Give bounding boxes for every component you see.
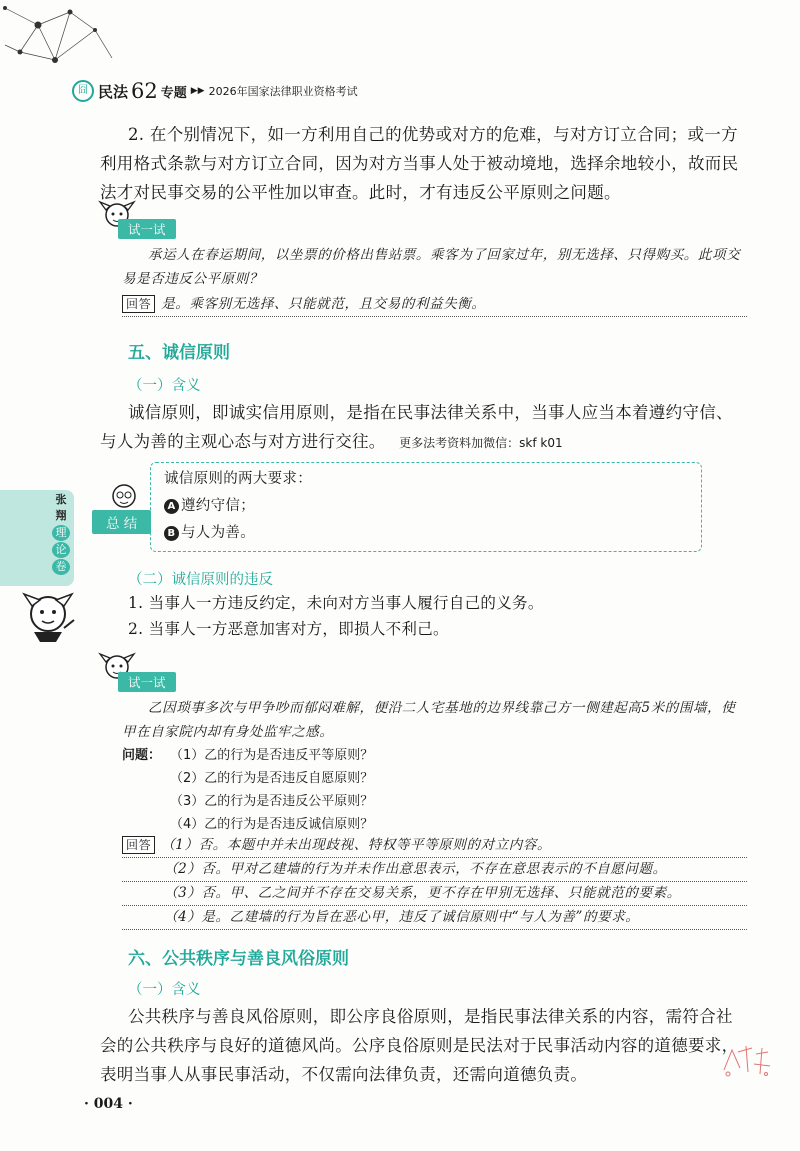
try-question: 承运人在春运期间，以坐票的价格出售站票。乘客为了回家过年，别无选择、只得购买。此项交易是否违反公平原则？ — [122, 247, 741, 287]
page-number: · 004 · — [84, 1096, 133, 1112]
try-badge: 试一试 — [118, 219, 176, 239]
book-title-suffix: 专题 — [160, 85, 187, 101]
answer-label: 回答 — [122, 836, 155, 854]
seal-stamp-icon — [718, 1040, 774, 1080]
violation-item: 1. 当事人一方违反约定，未向对方当事人履行自己的义务。 — [128, 594, 544, 612]
paragraph-public-order: 公共秩序与善良风俗原则，即公序良俗原则，是指民事法律关系的内容，需符合社会的公共秩序与良好的道德风尚。公序良俗原则是民法对于民事活动内容的道德要求，表明当事人从事民事活动，不仅需向法律负责，还需向道德负责。 — [100, 1007, 739, 1084]
side-char-2: 翔 — [55, 509, 67, 522]
section-heading-public-order: 六、公共秩序与善良风俗原则 — [128, 949, 349, 969]
summary-content — [164, 466, 312, 547]
answer-row — [122, 834, 747, 858]
logo-icon: 囧 — [72, 80, 94, 102]
violation-list — [128, 590, 738, 642]
question-item: （4）乙的行为是否违反诚信原则？ — [170, 817, 374, 832]
answer-item: （1）否。本题中并未出现歧视、特权等平等原则的对立内容。 — [161, 837, 552, 853]
side-tab-text — [52, 492, 70, 576]
side-char-1: 张 — [55, 493, 67, 506]
summary-item-b-mark: B — [164, 526, 179, 541]
side-char-4: 论 — [52, 542, 70, 558]
side-mascot-icon — [20, 590, 78, 652]
summary-title: 诚信原则的两大要求： — [164, 471, 312, 487]
book-title-number: 62 — [131, 79, 158, 103]
answer-item: （4）是。乙建墙的行为旨在恶心甲，违反了诚信原则中“与人为善”的要求。 — [122, 906, 747, 930]
subheading-meaning: （一）含义 — [128, 982, 201, 998]
summary-mascot-icon — [104, 480, 144, 514]
answer-item: （3）否。甲、乙之间并不存在交易关系，更不存在甲别无选择、只能就范的要素。 — [122, 882, 747, 906]
paragraph-good-faith — [100, 398, 740, 458]
header-subtitle: 2026年国家法律职业资格考试 — [208, 85, 358, 98]
network-decoration-icon — [0, 0, 120, 80]
case-text: 乙因琐事多次与甲争吵而郁闷难解，便沿二人宅基地的边界线靠己方一侧建起高5米的围墙，使甲在自家院内却有身处监牢之感。 — [122, 700, 736, 740]
good-faith-definition: 诚信原则，即诚实信用原则，是指在民事法律关系中，当事人应当本着遵约守信、与人为善的主观心态与对方进行交往。 — [100, 403, 733, 451]
try-answer-text: 是。乘客别无选择、只能就范，且交易的利益失衡。 — [161, 296, 486, 312]
running-header — [72, 80, 358, 102]
book-title-prefix: 民法 — [98, 82, 129, 101]
question-block — [122, 744, 373, 836]
try-answer-row — [122, 292, 747, 317]
question-item: （2）乙的行为是否违反自愿原则？ — [170, 771, 374, 786]
answer-label: 回答 — [122, 295, 155, 313]
summary-badge: 总 结 — [92, 510, 151, 534]
answer-item: （2）否。甲对乙建墙的行为并未作出意思表示，不存在意思表示的不自愿问题。 — [122, 858, 747, 882]
question-item: （3）乙的行为是否违反公平原则？ — [170, 794, 374, 809]
section-heading-good-faith: 五、诚信原则 — [128, 343, 230, 363]
violation-item: 2. 当事人一方恶意加害对方，即损人不利己。 — [128, 620, 449, 638]
summary-item-a — [164, 493, 312, 520]
subheading-violation: （二）诚信原则的违反 — [128, 572, 273, 588]
double-arrow-icon: ▶▶ — [190, 86, 205, 96]
side-char-5: 卷 — [52, 559, 70, 575]
answer-block — [122, 834, 747, 930]
summary-item-b-text: 与人为善。 — [181, 525, 255, 541]
question-label: 问题： — [122, 748, 162, 763]
summary-item-a-mark: A — [164, 499, 179, 514]
question-item: （1）乙的行为是否违反平等原则？ — [170, 748, 374, 763]
summary-item-b — [164, 520, 312, 547]
question-row — [122, 744, 373, 767]
try-badge: 试一试 — [118, 672, 176, 692]
summary-item-a-text: 遵约守信； — [181, 498, 255, 514]
side-char-3: 理 — [52, 525, 70, 541]
watermark-note: 更多法考资料加微信：skf k01 — [399, 436, 563, 450]
paragraph-fairness-2: 2. 在个别情况下，如一方利用自己的优势或对方的危难，与对方订立合同；或一方利用格式条款与对方订立合同，因为对方当事人处于被动境地，选择余地较小，故而民法才对民事交易的公平性加以审查。此时，才有违反公平原则之问题。 — [100, 125, 739, 202]
subheading-meaning: （一）含义 — [128, 378, 201, 394]
